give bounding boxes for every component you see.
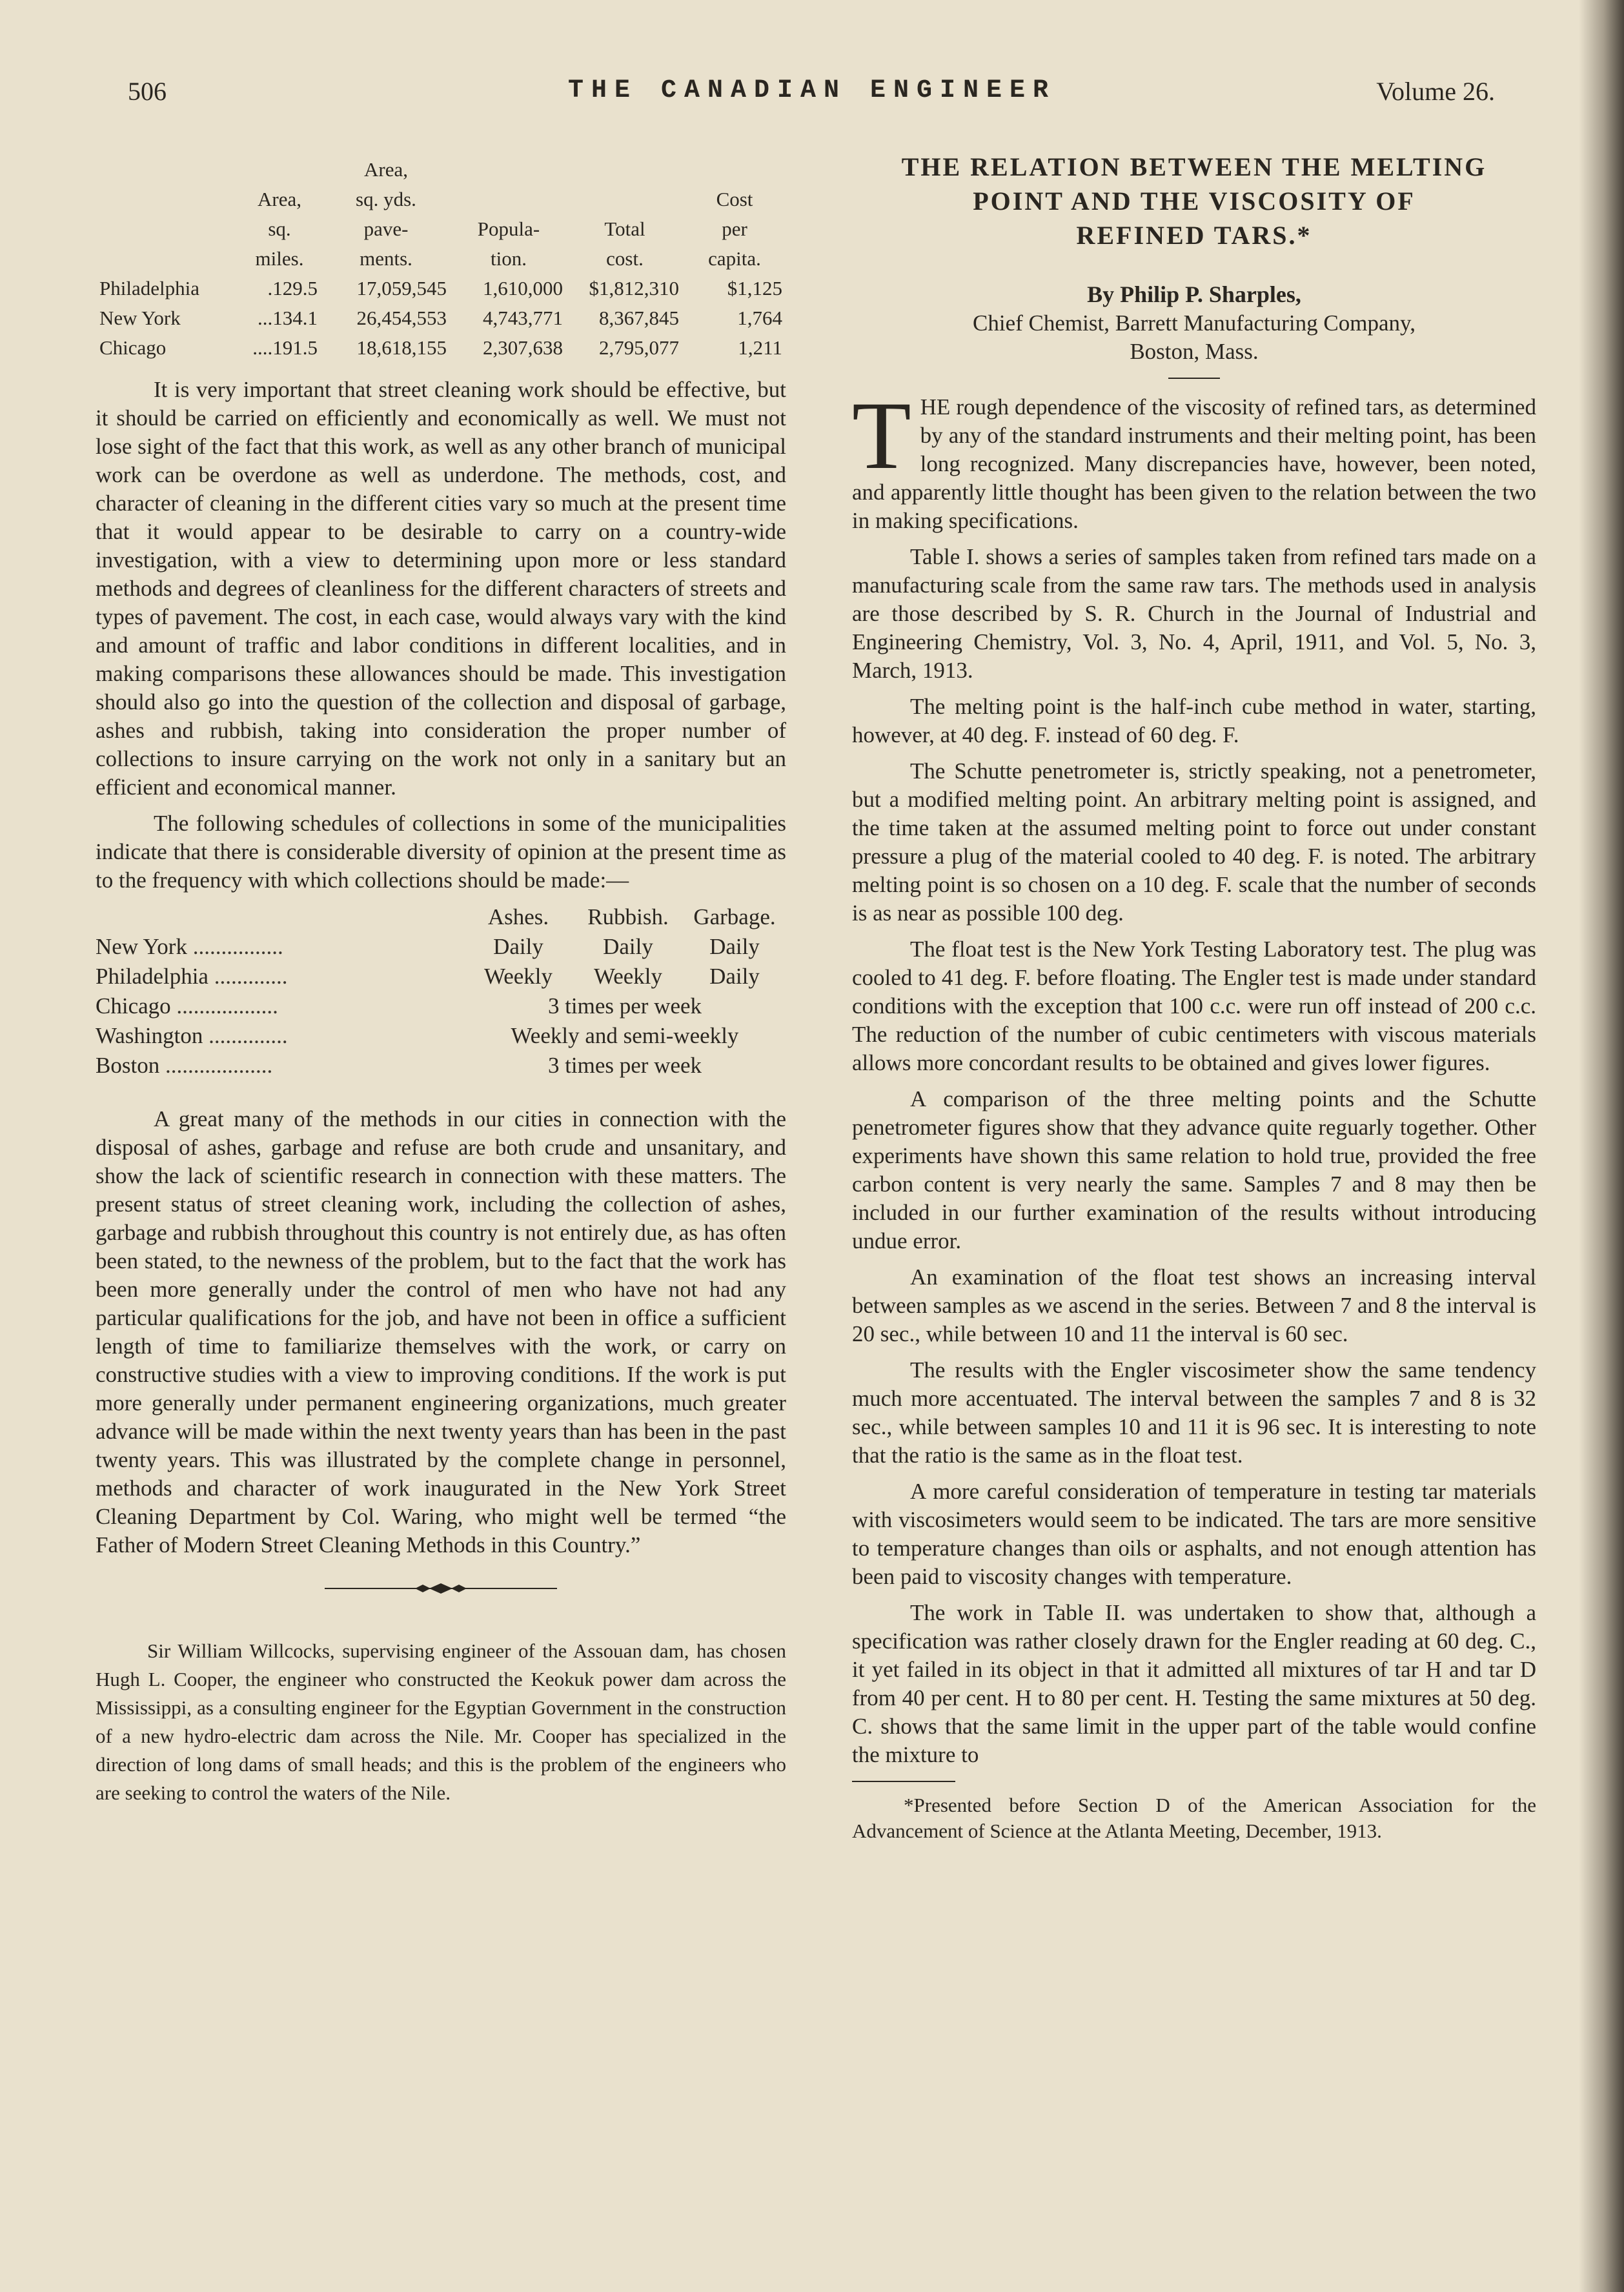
paragraph: The Schutte penetrometer is, strictly speaking, not a penetrometer, but a modified melting point. An arbitrary melting point is assigned, and the time taken at the assumed melting point to force out under constant pressure a plug of the material cooled to 40 deg. F. is noted. The arbitrary melting point is so chosen on a 10 deg. F. scale that the number of seconds is as near as possible 100 deg.	[852, 758, 1536, 926]
table-row	[96, 1051, 786, 1080]
table-cell: Weekly	[483, 964, 553, 989]
author-affiliation: Chief Chemist, Barrett Manufacturing Company,	[973, 310, 1416, 336]
table-row	[96, 303, 786, 333]
table-header-cell	[451, 155, 567, 185]
table-cell: 17,059,545	[356, 277, 447, 299]
paragraph: The following schedules of collections in some of the municipalities indicate that there is considerable diversity of opinion at the present time as to the frequency with which collections should be made:—	[96, 811, 786, 893]
table-cell: Daily	[493, 934, 543, 959]
table-header-cell	[683, 155, 786, 185]
table-cell: .129.5	[267, 277, 318, 299]
journal-title: THE CANADIAN ENGINEER	[567, 76, 1057, 105]
city-name: Philadelphia	[96, 964, 208, 989]
paragraph: A more careful consideration of temperature in testing tar materials with viscosimeters would seem to be indicated. The tars are more sensitive to temperature changes than oils or asphalts, and not enough attention has been paid to viscosity changes with temperature.	[852, 1479, 1536, 1589]
table-cell: Daily	[709, 964, 760, 989]
page-gutter-shadow	[1579, 0, 1624, 2292]
table-header-cell	[451, 185, 567, 214]
paragraph: The results with the Engler viscosimeter show the same tendency much more accentuated. The interval between the samples 7 and 8 is 32 sec., while between samples 10 and 11 it is 96 sec. It is interesting to note that the ratio is the same as in the float test.	[852, 1357, 1536, 1468]
article-title-line: POINT AND THE VISCOSITY OF	[973, 187, 1416, 216]
table-header-cell: Area,	[364, 158, 408, 181]
table-cell: 4,743,771	[483, 307, 563, 329]
table-cell: $1,812,310	[589, 277, 679, 299]
table-header-cell	[238, 155, 321, 185]
paragraph: The melting point is the half-inch cube method in water, starting, however, at 40 deg. F. instead of 60 deg. F.	[852, 694, 1536, 747]
city-name: New York	[96, 934, 187, 959]
table-cell: 26,454,553	[356, 307, 447, 329]
footnote: *Presented before Section D of the American Association for the Advancement of Science at the Atlanta Meeting, December, 1913.	[852, 1794, 1536, 1842]
leader-dots: .............	[214, 964, 288, 989]
first-paragraph	[852, 382, 1536, 535]
table-header-cell: ments.	[360, 247, 412, 270]
drop-cap: T	[852, 382, 911, 489]
ornament-rule-icon	[325, 1579, 557, 1598]
paragraph: The work in Table II. was undertaken to show that, although a specification was rather closely drawn for the Engler reading at 60 deg. C., it yet failed in its object in that it admitted all mixtures of tar H and tar D from 40 per cent. H to 80 per cent. H. Testing the same mixtures at 50 deg. C. shows that the same limit in the upper part of the table would confine the mixture to	[852, 1600, 1536, 1767]
table-cell-city	[96, 932, 463, 962]
table-cell: 1,764	[737, 307, 782, 329]
table-cell: 3 times per week	[547, 993, 702, 1019]
paragraph: It is very important that street cleaning work should be effective, but it should be carried on efficiently and economically as well. We must not lose sight of the fact that this work, as well as any other branch of municipal work can be overdone as well as underdone. The methods, cost, and character of cleaning in the different cities vary so much at the present time that it would appear to be desirable to carry on a country-wide investigation, with a view to determining upon more or less standard methods and degrees of cleanliness for the different characters of streets and types of pavement. The cost, in each case, would always vary with the kind and amount of traffic and labor conditions in different localities, and in making comparisons these allowances should be made. This investigation should also go into the question of the collection and disposal of garbage, ashes and rubbish, taking into consideration the proper number of collections to insure carrying on the work not only in a sanitary but an efficient and economical manner.	[96, 377, 786, 800]
table-cell: 1,610,000	[483, 277, 563, 299]
news-item-paragraph: Sir William Willcocks, supervising engineer of the Assouan dam, has chosen Hugh L. Cooper, the engineer who constructed the Keokuk power dam across the Mississippi, as a consulting engineer for the Egyptian Government in the construction of a new hydro-electric dam across the Nile. Mr. Cooper has specialized in the direction of long dams of small heads; and this is the problem of the engineers who are seeking to control the waters of the Nile.	[96, 1639, 786, 1804]
table-header-cell	[567, 155, 683, 185]
table-cell-city: New York	[99, 307, 181, 329]
table-header-cell	[96, 902, 463, 932]
paragraph: A comparison of the three melting points and the Schutte penetrometer figures show that they advance quite reguarly together. Other experiments have shown this same relation to hold true, provided the free carbon content is very nearly the same. Samples 7 and 8 may then be included in our further examination of the results without introducing undue error.	[852, 1086, 1536, 1253]
table-header-cell: miles.	[255, 247, 304, 270]
table-header-cell: sq.	[268, 218, 291, 240]
city-name: Boston	[96, 1053, 160, 1078]
table-cell: $1,125	[727, 277, 782, 299]
table-header-cell: Popula-	[477, 218, 540, 240]
table-header-cell: Rubbish.	[587, 904, 669, 929]
table-cell: 8,367,845	[599, 307, 679, 329]
table-cell-city	[96, 991, 463, 1021]
table-cell: 18,618,155	[356, 336, 447, 359]
city-name: Chicago	[96, 993, 171, 1019]
leader-dots: ..............	[208, 1023, 288, 1048]
article-title-line: THE RELATION BETWEEN THE MELTING	[901, 152, 1487, 181]
table-cell: 3 times per week	[547, 1053, 702, 1078]
table-cell: Weekly	[593, 964, 663, 989]
table-header-cell: capita.	[708, 247, 761, 270]
table-row	[96, 991, 786, 1021]
leader-dots: ...................	[165, 1053, 273, 1078]
paragraph: Table I. shows a series of samples taken from refined tars made on a manufacturing scale from the same raw tars. The methods used in analysis are those described by S. R. Church in the Journal of Industrial and Engineering Chemistry, Vol. 3, No. 4, April, 1911, and Vol. 5, No. 3, March, 1913.	[852, 544, 1536, 683]
table-header-cell: Garbage.	[693, 904, 776, 929]
table-cell: ....191.5	[252, 336, 318, 359]
paragraph: The float test is the New York Testing Laboratory test. The plug was cooled to 41 deg. F. before floating. The Engler test is made under standard conditions with the exception that 100 c.c. were run off instead of 200 c.c. The reduction of the number of cubic centimeters with viscous materials allows more concordant results to be obtained and gives lower figures.	[852, 937, 1536, 1075]
table-header-cell	[96, 155, 238, 185]
table-cell: 2,307,638	[483, 336, 563, 359]
table-header-cell: pave-	[363, 218, 409, 240]
table-header-cell: Ashes.	[487, 904, 549, 929]
table-cell-city	[96, 1021, 463, 1051]
table-header-cell	[96, 214, 238, 244]
table-header-row	[96, 214, 786, 244]
table-header-row	[96, 244, 786, 274]
table-cell-city: Philadelphia	[99, 277, 199, 299]
collection-schedule-table	[96, 902, 786, 1080]
table-cell: Daily	[709, 934, 760, 959]
table-header-row	[96, 185, 786, 214]
table-row	[96, 1021, 786, 1051]
table-header-cell: Area,	[258, 188, 301, 210]
table-header-row	[96, 155, 786, 185]
street-cleaning-cost-table	[96, 155, 786, 363]
table-header-row	[96, 902, 786, 932]
author-location: Boston, Mass.	[1130, 339, 1259, 364]
table-header-cell: sq. yds.	[356, 188, 416, 210]
table-header-cell: Total	[604, 218, 645, 240]
table-cell: Weekly and semi-weekly	[511, 1023, 739, 1048]
right-column	[852, 150, 1536, 1844]
table-cell: 2,795,077	[599, 336, 679, 359]
paragraph: A great many of the methods in our cities in connection with the disposal of ashes, garbage and refuse are both crude and unsanitary, and show the lack of scientific research in connection with these matters. The present status of street cleaning work, including the collection of ashes, garbage and rubbish throughout this country is not entirely due, as has often been stated, to the newness of the problem, but to the fact that the work has been more generally under the control of men who have not had any particular qualifications for the job, and have not been in office a sufficient length of time to familiarize themselves with the work, or carry on constructive studies with a view to improving conditions. If the work is put more generally under permanent engineering organizations, much greater advance will be made within the next twenty years than has been in the past twenty years. This was illustrated by the complete change in personnel, methods and character of work inaugurated in the New York Street Cleaning Department by Col. Waring, who might well be termed “the Father of Modern Street Cleaning Methods in this Country.”	[96, 1106, 786, 1557]
table-header-cell: cost.	[606, 247, 644, 270]
table-cell-city	[96, 962, 463, 991]
table-header-cell: Cost	[716, 188, 753, 210]
leader-dots: ................	[192, 934, 283, 959]
running-header	[0, 76, 1624, 115]
table-cell-city	[96, 1051, 463, 1080]
first-paragraph-text: HE rough dependence of the viscosity of refined tars, as determined by any of the standard instruments and their melting point, has been long recognized. Many discrepancies have, however, been noted, and apparently little thought has been given to the relation between the two in making specifications.	[852, 394, 1536, 533]
paragraph: An examination of the float test shows an increasing interval between samples as we ascend in the series. Between 7 and 8 the interval is 20 sec., while between 10 and 11 the interval is 60 sec.	[852, 1264, 1536, 1346]
table-row	[96, 932, 786, 962]
table-cell: 1,211	[738, 336, 782, 359]
article-byline: By Philip P. Sharples,	[1087, 281, 1301, 307]
left-column	[96, 155, 786, 1807]
table-row	[96, 962, 786, 991]
footnote-rule	[852, 1781, 955, 1782]
table-cell: ...134.1	[258, 307, 318, 329]
ornamental-divider	[96, 1579, 786, 1598]
table-cell: Daily	[603, 934, 653, 959]
page-number: 506	[128, 77, 167, 106]
title-rule	[1168, 378, 1220, 379]
table-cell-city: Chicago	[99, 336, 167, 359]
city-name: Washington	[96, 1023, 203, 1048]
table-header-cell: tion.	[491, 247, 527, 270]
table-header-cell: per	[722, 218, 747, 240]
table-row	[96, 274, 786, 303]
volume-label: Volume 26.	[1376, 77, 1495, 106]
table-header-cell	[567, 185, 683, 214]
table-row	[96, 333, 786, 363]
article-title-line: REFINED TARS.*	[1076, 221, 1312, 250]
table-header-cell	[96, 244, 238, 274]
leader-dots: ..................	[176, 993, 278, 1019]
table-header-cell	[96, 185, 238, 214]
